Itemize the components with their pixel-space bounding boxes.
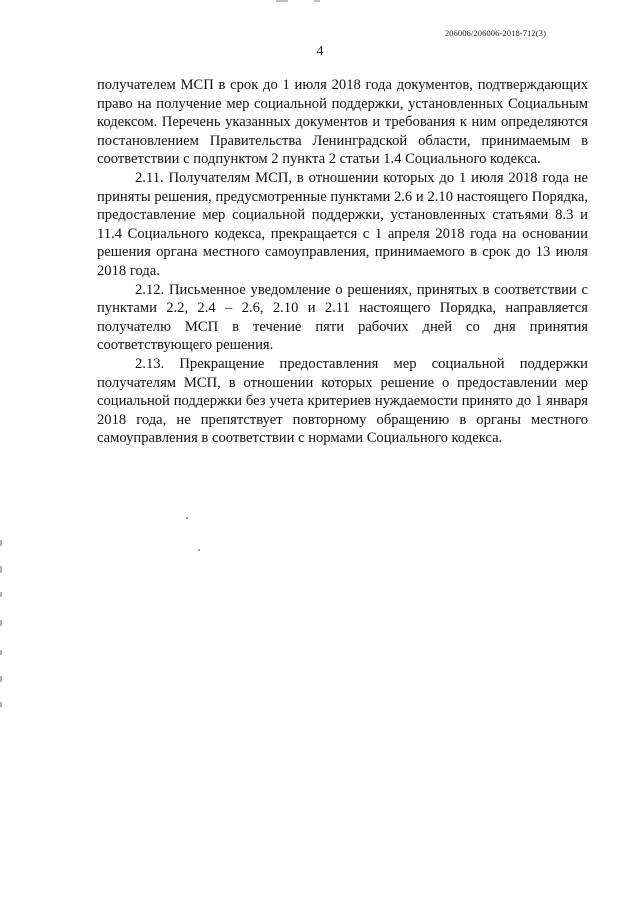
scan-artifact bbox=[314, 0, 320, 2]
scan-edge-mark bbox=[0, 620, 2, 626]
scan-edge-mark bbox=[0, 702, 2, 707]
scan-edge-mark bbox=[0, 566, 2, 573]
paragraph-item-2-12: 2.12. Письменное уведомление о решениях, принятых в соответствии с пунктами 2.2, 2.4 – 2.6, 2.10 и 2.11 настоящего Порядка, направляется получателю МСП в течение пяти рабочих дней со дня принятия соответствующего решения. bbox=[97, 281, 588, 354]
page-number: 4 bbox=[316, 44, 324, 59]
scan-speck bbox=[198, 549, 200, 551]
document-body bbox=[97, 76, 588, 448]
paragraph-item-2-11: 2.11. Получателям МСП, в отношении которых до 1 июля 2018 года не приняты решения, предусмотренные пунктами 2.6 и 2.10 настоящего Порядка, предоставление мер социальной поддержки, установленных статьями 8.3 и 11.4 Социального кодекса, прекращается с 1 апреля 2018 года на основании решения органа местного самоуправления, принимаемого в срок до 13 июля 2018 года. bbox=[97, 169, 588, 279]
scan-edge-mark bbox=[0, 650, 2, 655]
paragraph-item-2-13: 2.13. Прекращение предоставления мер социальной поддержки получателям МСП, в отношении которых решение о предоставлении мер социальной поддержки без учета критериев нуждаемости принято до 1 января 2018 года, не препятствует повторному обращению в органы местного самоуправления в соответствии с нормами Социального кодекса. bbox=[97, 355, 588, 447]
scan-edge-mark bbox=[0, 540, 2, 546]
scan-edge-mark bbox=[0, 592, 2, 597]
scan-artifact bbox=[276, 0, 288, 2]
document-code: 206006/206006-2018-712(3) bbox=[444, 28, 546, 38]
paragraph-continuation: получателем МСП в срок до 1 июля 2018 года документов, подтверждающих право на получение мер социальной поддержки, установленных Социальным кодексом. Перечень указанных документов и требования к ним определяются постановлением Правительства Ленинградской области, принимаемым в соответствии с подпунктом 2 пункта 2 статьи 1.4 Социального кодекса. bbox=[97, 77, 588, 168]
scan-speck bbox=[186, 517, 188, 519]
scan-edge-mark bbox=[0, 676, 2, 682]
